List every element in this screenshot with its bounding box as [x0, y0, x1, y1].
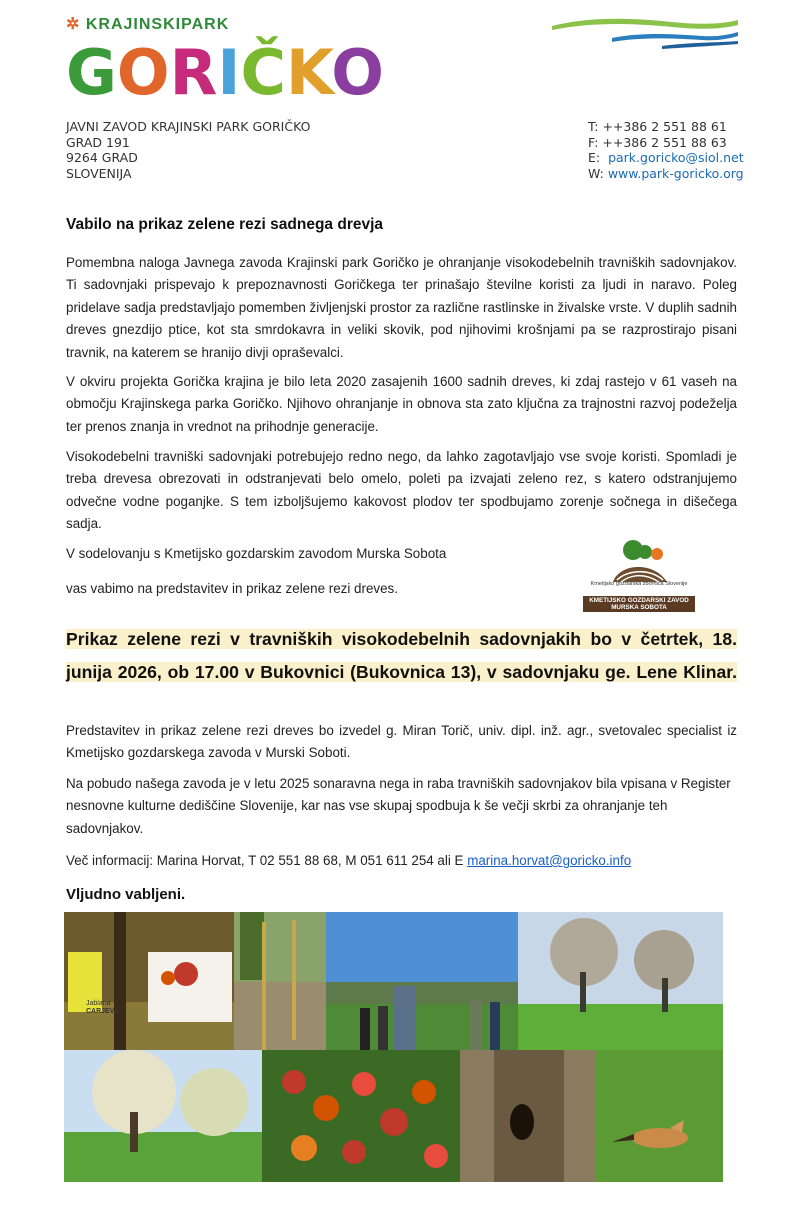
more-info-line: Več informacij: Marina Horvat, T 02 551 88 68, M 051 611 254 ali E marina.horvat@goricko.info	[66, 853, 632, 868]
address-line: JAVNI ZAVOD KRAJINSKI PARK GORIČKO	[66, 119, 311, 134]
park-label: ✲ KRAJINSKIPARK	[66, 16, 230, 33]
apples-photo	[262, 1050, 460, 1182]
park-name-logo	[66, 38, 384, 108]
park-name-letter: I	[217, 36, 241, 109]
park-name-letter: O	[331, 36, 384, 109]
landscape-wave-icon	[552, 14, 738, 50]
park-name-letter: K	[285, 36, 332, 109]
park-name-letter: G	[66, 36, 117, 109]
logo-star-icon: ✲	[66, 16, 81, 33]
contact-email-link[interactable]: marina.horvat@goricko.info	[467, 853, 632, 868]
presenter-paragraph: Predstavitev in prikaz zelene rezi dreves bo izvedel g. Miran Torič, univ. dipl. inž. agr., svetovalec specialist iz Kmetijsko gozdarskega zavoda v Murski Soboti.	[66, 723, 737, 761]
address-block	[66, 119, 310, 181]
cooperation-line: V sodelovanju s Kmetijsko gozdarskim zavodom Murska Sobota	[66, 546, 447, 561]
web-row: W: www.park-goricko.org	[588, 165, 744, 181]
address-line: SLOVENIJA	[66, 165, 132, 181]
closing-line: Vljudno vabljeni.	[66, 886, 186, 903]
event-announcement-line1: Prikaz zelene rezi v travniških visokodebelnih sadovnjakih bo v četrtek, 18.	[66, 629, 737, 649]
invitation-title: Vabilo na prikaz zelene rezi sadnega drevja	[66, 216, 384, 233]
project-paragraph: V okviru projekta Goričkа krajina je bilo leta 2020 zasajenih 1600 sadnih dreves, ki zdaj rastejo v 61 vaseh na območju Krajinskega parka Goričko. Njihovo ohranjanje in obnova sta zato ključna za trajnostni razvoj podeželja ter prenos znanja in vrednot na prihodnje generacije.	[66, 374, 737, 434]
fruit-label-photo	[64, 912, 234, 1050]
event-announcement-line2: junija 2026, ob 17.00 v Bukovnici (Bukovnica 13), v sadovnjaku ge. Lene Klinar.	[66, 662, 737, 682]
hoopoe-bird-photo	[596, 1050, 723, 1182]
heritage-paragraph: Na pobudo našega zavoda je v letu 2025 sonaravna nega in raba travniških sadovnjakov bila vpisana v Register nesnovne kulturne dediščine Slovenije, kar nas vse skupaj spodbuja k še večji skrbi za ohranjanje teh sadovnjakov.	[66, 776, 731, 836]
park-name-letter: Č	[240, 36, 286, 109]
photo-tree-label: Jablana CARJEVIČ	[86, 1000, 122, 1015]
pruning-demo-photo	[326, 912, 518, 1050]
fax-number: F: ++386 2 551 88 63	[588, 134, 727, 150]
care-paragraph: Visokodebelni travniški sadovnjaki potrebujejo redno nego, da lahko zagotavljajo vse svoje koristi. Spomladi je treba drevesa obrezovati in odstranjevati belo omelo, poleti pa izvajati zeleno rez, s katero odstranjujemo odvečne vodne poganjke. S tem izboljšujemo kakovost plodov ter spodbujamo zorenje sočnega in dišečega sadja.	[66, 449, 737, 532]
intro-paragraph: Pomembna naloga Javnega zavoda Krajinski park Goričko je ohranjanje visokodebelnih travniških sadovnjakov. Ti sadovnjaki prispevajo k prepoznavnosti Goričkega ter prinašajo številne koristi za ljudi in naravo. Poleg pridelave sadja predstavljajo pomemben življenjski prostor za različne rastlinske in živalske vrste. V duplih sadnih dreves gnezdijo ptice, kot sta smrdokavra in veliki skovik, pod njihovimi krošnjami pa se razprostirajo pisani travnik, na katerem se hranijo divji opraševalci.	[66, 255, 737, 360]
phone-number: T: ++386 2 551 88 61	[588, 119, 727, 134]
address-line: 9264 GRAD	[66, 150, 138, 165]
web-link[interactable]: www.park-goricko.org	[607, 165, 744, 181]
tree-cavity-photo	[460, 1050, 596, 1182]
kgz-caption: Kmetijsko gozdarska zbornica Slovenije	[590, 581, 688, 587]
address-line: GRAD 191	[66, 134, 130, 150]
blossoming-trees-photo	[64, 1050, 262, 1182]
park-name-letter: R	[169, 36, 218, 109]
kgz-label: KMETIJSKO GOZDARSKI ZAVOD MURSKA SOBOTA	[589, 597, 689, 611]
meadow-orchard-photo	[518, 912, 723, 1050]
email-link[interactable]: park.goricko@siol.net	[608, 150, 744, 165]
invite-line: vas vabimo na predstavitev in prikaz zelene rezi dreves.	[66, 581, 398, 596]
park-name-letter: O	[116, 36, 170, 109]
contact-block	[588, 119, 744, 181]
email-row: E: park.goricko@siol.net	[588, 150, 744, 165]
young-tree-photo	[234, 912, 326, 1050]
orchard-photo-collage	[64, 912, 723, 1182]
